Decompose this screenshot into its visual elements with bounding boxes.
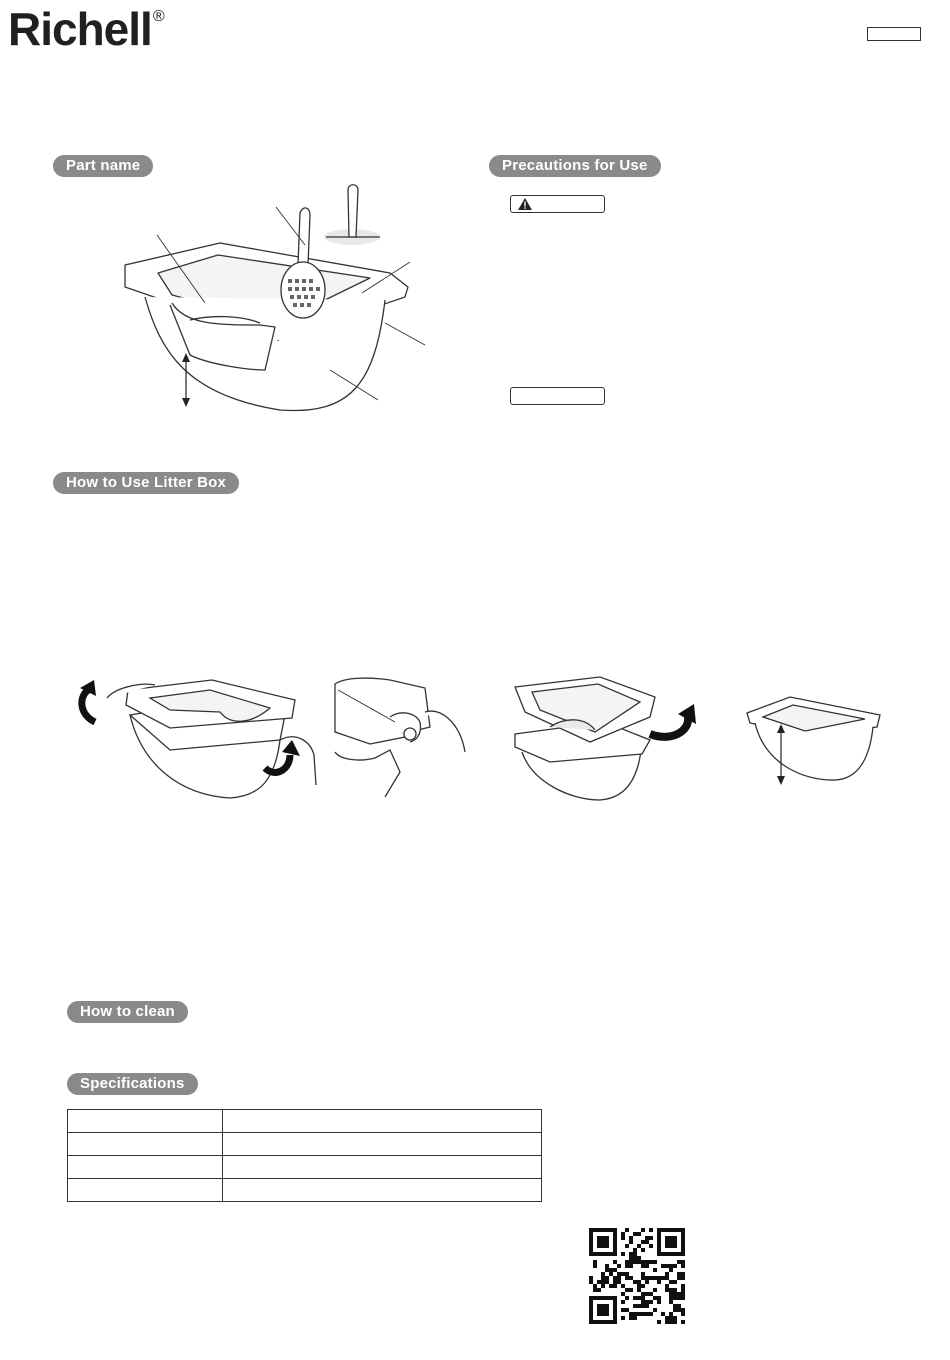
- step1-illustration: [70, 670, 330, 800]
- table-cell: [68, 1156, 223, 1179]
- section-specifications: Specifications: [67, 1073, 198, 1095]
- table-cell: [68, 1179, 223, 1202]
- table-cell: [223, 1133, 542, 1156]
- step2-illustration: [330, 672, 470, 797]
- table-cell: [68, 1133, 223, 1156]
- table-row: [68, 1133, 542, 1156]
- section-how-to-use: How to Use Litter Box: [53, 472, 239, 494]
- brand-name: Richell: [8, 3, 152, 55]
- caution-label-box: [510, 387, 605, 405]
- table-row: [68, 1179, 542, 1202]
- registered-mark: ®: [152, 8, 164, 25]
- table-cell: [223, 1110, 542, 1133]
- table-cell: [223, 1179, 542, 1202]
- warning-triangle-icon: [518, 198, 532, 210]
- section-part-name: Part name: [53, 155, 153, 177]
- table-cell: [68, 1110, 223, 1133]
- brand-logo: [8, 2, 164, 56]
- model-code-box: [867, 27, 921, 41]
- litter-box-parts-illustration: [100, 175, 440, 420]
- warning-label-box: [510, 195, 605, 213]
- table-row: [68, 1110, 542, 1133]
- table-cell: [223, 1156, 542, 1179]
- step4-illustration: [745, 695, 885, 790]
- table-row: [68, 1156, 542, 1179]
- section-precautions: Precautions for Use: [489, 155, 661, 177]
- section-how-to-clean: How to clean: [67, 1001, 188, 1023]
- specifications-table: [67, 1109, 542, 1202]
- qr-code-icon: [589, 1228, 685, 1324]
- step3-illustration: [510, 672, 700, 802]
- double-arrow-icon: [182, 353, 190, 407]
